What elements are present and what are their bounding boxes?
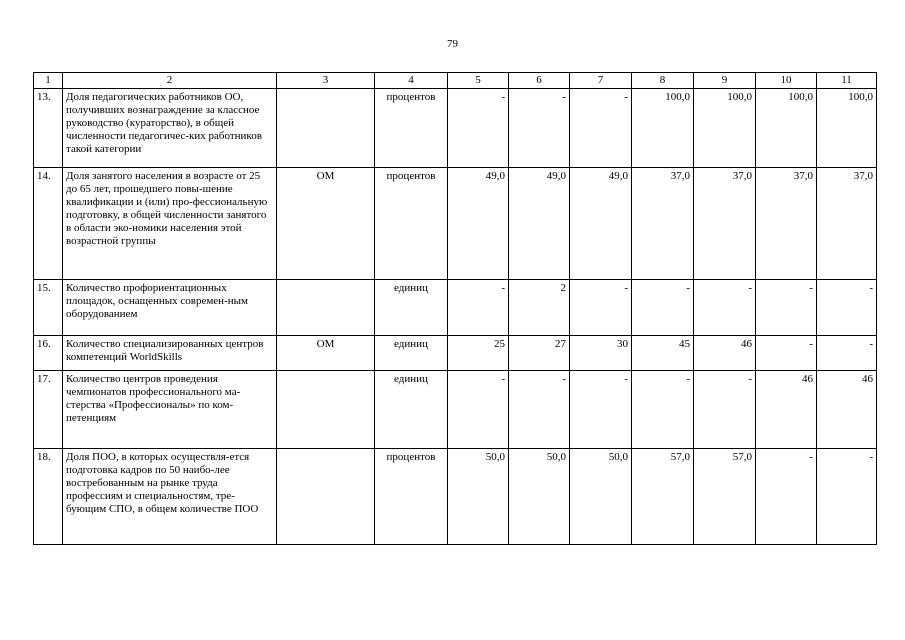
value-cell: 37,0	[694, 167, 756, 279]
indicators-table	[33, 72, 877, 545]
unit-cell: единиц	[375, 335, 448, 370]
unit-cell: процентов	[375, 448, 448, 544]
header-cell: 10	[756, 73, 817, 89]
unit-cell: единиц	[375, 279, 448, 335]
value-cell: 46	[756, 370, 817, 448]
indicator-name-cell: Количество центров проведения чемпионатов профессионального ма-стерства «Профессионалы» по ком-петенциям	[63, 370, 277, 448]
value-cell: -	[570, 88, 632, 167]
value-cell: 37,0	[756, 167, 817, 279]
source-cell	[277, 370, 375, 448]
indicator-name-cell: Доля ПОО, в которых осуществля-ется подготовка кадров по 50 наибо-лее востребованным на рынке труда профессиям и специальностям, тре-бующим СПО, в общем количестве ПОО	[63, 448, 277, 544]
value-cell: -	[694, 370, 756, 448]
value-cell: -	[817, 335, 877, 370]
header-cell: 6	[509, 73, 570, 89]
value-cell: 27	[509, 335, 570, 370]
source-cell	[277, 279, 375, 335]
value-cell: -	[509, 370, 570, 448]
source-cell: ОМ	[277, 167, 375, 279]
row-number-cell: 14.	[34, 167, 63, 279]
table-row	[34, 448, 877, 544]
header-cell: 7	[570, 73, 632, 89]
value-cell: -	[448, 370, 509, 448]
table-row	[34, 167, 877, 279]
value-cell: 37,0	[817, 167, 877, 279]
value-cell: 37,0	[632, 167, 694, 279]
indicator-name-cell: Количество профориентационных площадок, оснащенных современ-ным оборудованием	[63, 279, 277, 335]
source-cell	[277, 88, 375, 167]
value-cell: 30	[570, 335, 632, 370]
value-cell: 2	[509, 279, 570, 335]
value-cell: 50,0	[570, 448, 632, 544]
value-cell: -	[570, 370, 632, 448]
value-cell: 49,0	[509, 167, 570, 279]
header-row	[34, 73, 877, 89]
value-cell: -	[817, 448, 877, 544]
value-cell: 49,0	[448, 167, 509, 279]
header-cell: 9	[694, 73, 756, 89]
value-cell: -	[756, 279, 817, 335]
value-cell: -	[448, 88, 509, 167]
source-cell: ОМ	[277, 335, 375, 370]
value-cell: -	[509, 88, 570, 167]
value-cell: -	[632, 279, 694, 335]
header-cell: 1	[34, 73, 63, 89]
indicator-name-cell: Количество специализированных центров компетенций WorldSkills	[63, 335, 277, 370]
value-cell: 50,0	[509, 448, 570, 544]
table-row	[34, 335, 877, 370]
value-cell: -	[632, 370, 694, 448]
header-cell: 11	[817, 73, 877, 89]
value-cell: 100,0	[694, 88, 756, 167]
value-cell: -	[694, 279, 756, 335]
indicator-name-cell: Доля занятого населения в возрасте от 25 до 65 лет, прошедшего повы-шение квалификации и (или) про-фессиональную подготовку, в общей численности занятого в области эко-номики населения этой возрастной группы	[63, 167, 277, 279]
row-number-cell: 17.	[34, 370, 63, 448]
indicator-name-cell: Доля педагогических работников ОО, получивших вознаграждение за классное руководство (кураторство), в общей численности педагогичес-ких работников такой категории	[63, 88, 277, 167]
value-cell: 50,0	[448, 448, 509, 544]
header-cell: 2	[63, 73, 277, 89]
row-number-cell: 16.	[34, 335, 63, 370]
value-cell: 46	[694, 335, 756, 370]
value-cell: -	[817, 279, 877, 335]
table-row	[34, 279, 877, 335]
value-cell: 49,0	[570, 167, 632, 279]
source-cell	[277, 448, 375, 544]
value-cell: -	[448, 279, 509, 335]
value-cell: -	[570, 279, 632, 335]
value-cell: -	[756, 448, 817, 544]
row-number-cell: 18.	[34, 448, 63, 544]
unit-cell: процентов	[375, 88, 448, 167]
table-row	[34, 370, 877, 448]
value-cell: 46	[817, 370, 877, 448]
value-cell: 45	[632, 335, 694, 370]
table-row	[34, 88, 877, 167]
row-number-cell: 15.	[34, 279, 63, 335]
header-cell: 4	[375, 73, 448, 89]
value-cell: 57,0	[694, 448, 756, 544]
header-cell: 3	[277, 73, 375, 89]
header-cell: 5	[448, 73, 509, 89]
value-cell: 100,0	[817, 88, 877, 167]
value-cell: -	[756, 335, 817, 370]
value-cell: 100,0	[632, 88, 694, 167]
unit-cell: процентов	[375, 167, 448, 279]
value-cell: 25	[448, 335, 509, 370]
table-body	[34, 73, 877, 545]
row-number-cell: 13.	[34, 88, 63, 167]
unit-cell: единиц	[375, 370, 448, 448]
value-cell: 57,0	[632, 448, 694, 544]
page-number: 79	[447, 38, 458, 50]
header-cell: 8	[632, 73, 694, 89]
value-cell: 100,0	[756, 88, 817, 167]
